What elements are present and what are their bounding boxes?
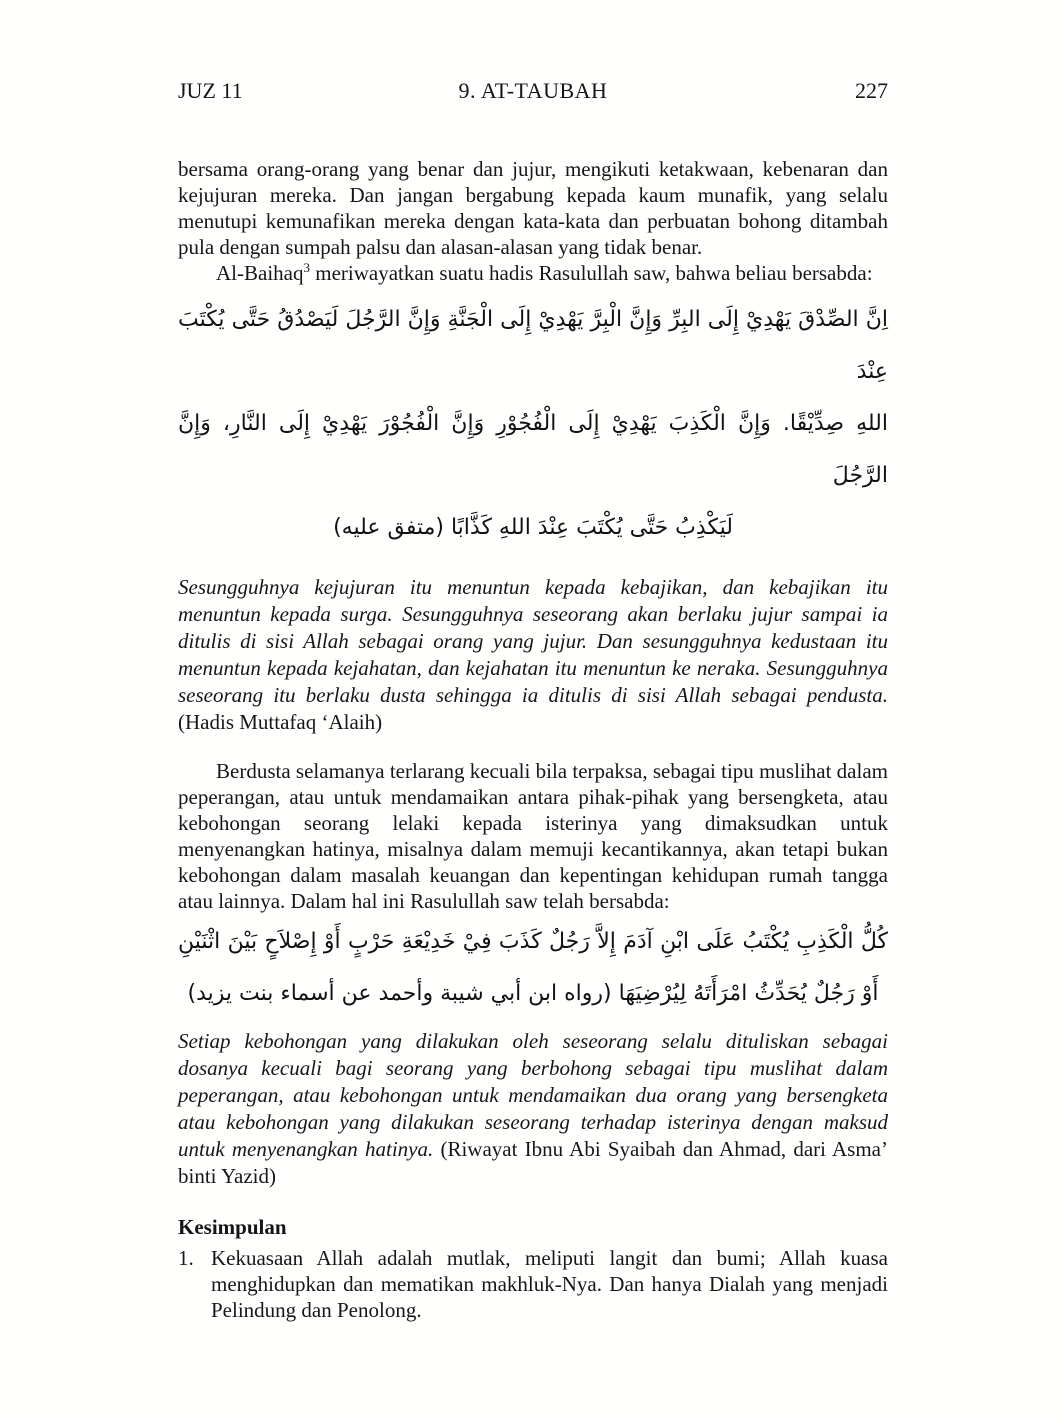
list-item (178, 1245, 888, 1323)
kesimpulan-heading: Kesimpulan (178, 1215, 287, 1239)
arabic-hadith-1-line-3: لَيَكْذِبُ حَتَّى يُكْتَبَ عِنْدَ اللهِ كَذَّابًا (متفق عليه) (333, 515, 733, 540)
arabic-hadith-2-line-1: كُلُّ الْكَذِبِ يُكْتَبُ عَلَى ابْنِ آدَمَ إِلاَّ رَجُلٌ كَذَبَ فِيْ خَدِيْعَةِ حَرْبٍ أَوْ إِصْلاَحٍ بَيْنَ اثْنَيْنِ (178, 929, 888, 954)
kesimpulan-section (178, 1214, 888, 1323)
hadith-intro-pre: Al-Baihaq (216, 261, 304, 285)
list-item-text: Kekuasaan Allah adalah mutlak, meliputi langit dan bumi; Allah kuasa menghidupkan dan mematikan makhluk-Nya. Dan hanya Dialah yang menjadi Pelindung dan Penolong. (211, 1246, 888, 1322)
page-number: 227 (855, 78, 888, 103)
hadith-source-2: (Riwayat Ibnu Abi Syaibah dan Ahmad, dari Asma’ binti Yazid) (178, 1137, 888, 1188)
hadith-source-1: (Hadis Muttafaq ‘Alaih) (178, 710, 383, 734)
arabic-hadith-1-line-1: اِنَّ الصِّدْقَ يَهْدِيْ إِلَى البِرِّ وَإِنَّ الْبِرَّ يَهْدِيْ إِلَى الْجَنَّةِ وَإِنَّ الرَّجُلَ لَيَصْدُقُ حَتَّى يُكْتَبَ عِنْدَ (178, 307, 888, 384)
arabic-hadith-2-line-2: أَوْ رَجُلٌ يُحَدِّثُ امْرَأَتَهُ لِيُرْضِيَهَا (رواه ابن أبي شيبة وأحمد عن أسماء بنت يزيد) (187, 981, 879, 1006)
arabic-hadith-1 (178, 294, 888, 554)
arabic-hadith-1-line-2: اللهِ صِدِّيْقًا. وَإِنَّ الْكَذِبَ يَهْدِيْ إِلَى الْفُجُوْرِ وَإِنَّ الْفُجُوْرَ يَهْدِيْ إِلَى النَّارِ، وَإِنَّ الرَّجُلَ (178, 411, 888, 488)
page-header (178, 78, 888, 104)
hadith-translation-2 (178, 1028, 888, 1190)
hadith-translation-2-text: Setiap kebohongan yang dilakukan oleh seseorang selalu dituliskan sebagai dosanya kecuali bagi seorang yang berbohong sebagai tipu muslihat dalam peperangan, atau kebohongan untuk mendamaikan dua orang yang bersengketa atau kebohongan yang dilakukan seseorang terhadap isterinya dengan maksud untuk menyenangkan hatinya. (178, 1029, 888, 1161)
juz-label: JUZ 11 (178, 78, 243, 103)
hadith-intro-post: meriwayatkan suatu hadis Rasulullah saw, bahwa beliau bersabda: (309, 261, 873, 285)
hadith-translation-1-text: Sesungguhnya kejujuran itu menuntun kepada kebajikan, dan kebajikan itu menuntun kepada surga. Sesungguhnya seseorang akan berlaku jujur sampai ia ditulis di sisi Allah sebagai orang yang jujur. Dan sesungguhnya kedustaan itu menuntun kepada kejahatan, dan kejahatan itu menuntun ke neraka. Sesungguhnya seseorang itu berlaku dusta sehingga ia ditulis di sisi Allah sebagai pendusta. (178, 575, 888, 707)
list-item-number: 1. (178, 1246, 194, 1270)
footnote-ref: 3 (303, 260, 310, 275)
paragraph-continuation: bersama orang-orang yang benar dan jujur, mengikuti ketakwaan, kebenaran dan kejujuran mereka. Dan jangan bergabung kepada kaum munafik, yang selalu menutupi kemunafikan mereka dengan kata-kata dan perbuatan bohong ditambah pula dengan sumpah palsu dan alasan-alasan yang tidak benar. (178, 157, 888, 259)
surah-title: 9. AT-TAUBAH (458, 78, 608, 103)
paragraph-berdusta: Berdusta selamanya terlarang kecuali bila terpaksa, sebagai tipu muslihat dalam peperangan, atau untuk mendamaikan antara pihak-pihak yang bersengketa, atau kebohongan seorang lelaki kepada isterinya yang dimaksudkan untuk menyenangkan hatinya, misalnya dalam memuji kecantikannya, akan tetapi bukan kebohongan dalam masalah keuangan dan kepentingan kehidupan rumah tangga atau lainnya. Dalam hal ini Rasulullah saw telah bersabda: (178, 759, 888, 913)
hadith-translation-1 (178, 574, 888, 736)
hadith-intro-paragraph (178, 260, 888, 286)
arabic-hadith-2 (178, 916, 888, 1020)
